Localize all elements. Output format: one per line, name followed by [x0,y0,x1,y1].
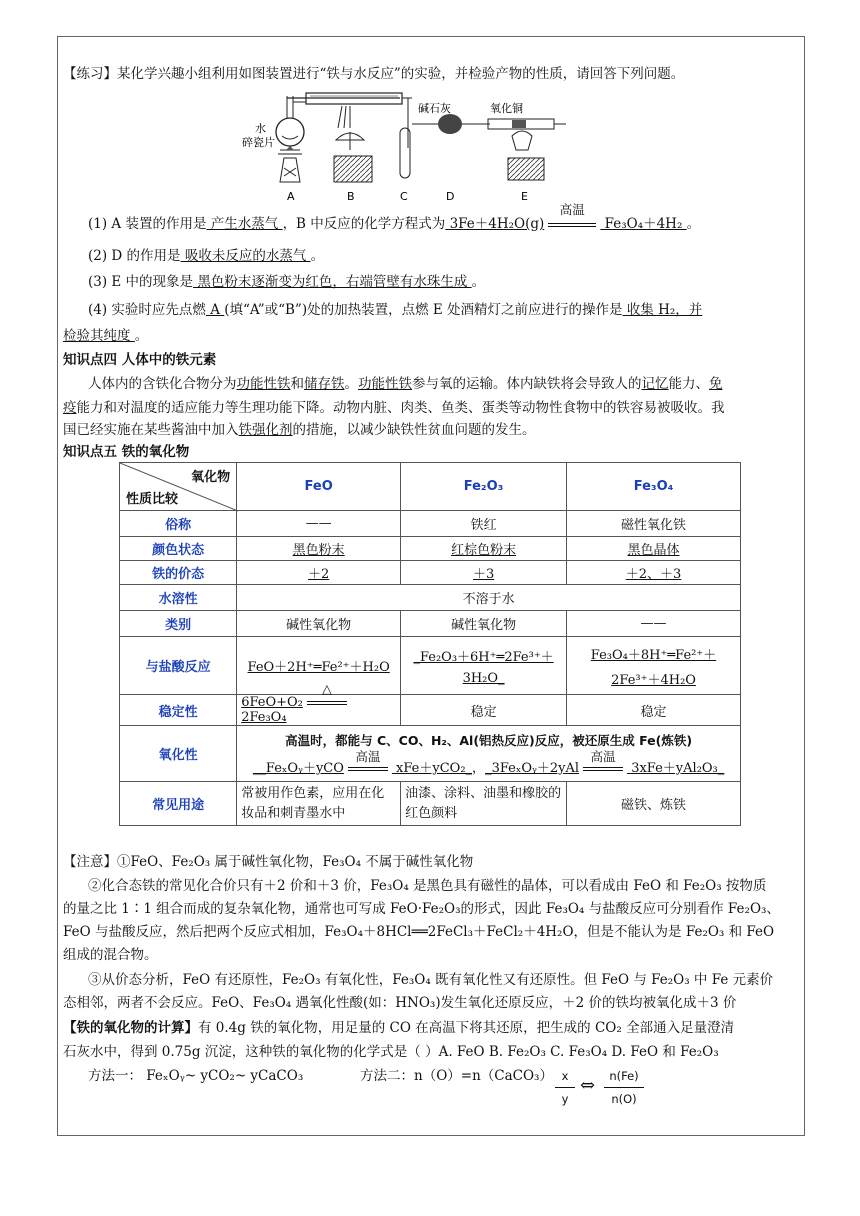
note-3-line-2: 态相邻，两者不会反应。FeO、Fe₃O₄ 遇氧化性酸(如：HNO₃)发生氧化还原反应，＋2 价的铁均被氧化成＋3 价 [63,995,737,1011]
calc-method-2: 方法二：n（O）=n（CaCO₃） [360,1068,553,1084]
note-2-line-2: 的量之比 1∶1 组合而成的复杂氧化物，通常也可写成 FeO·Fe₂O₃的形式，因此 Fe₃O₄ 与盐酸反应可分别看作 Fe₂O₃、 [63,901,780,917]
table-row: 稳定性 6FeO+O₂ △ 2Fe₃O₄ 稳定 稳定 [120,695,741,726]
condition-high-temp: 高温 [546,214,598,234]
practice-intro: 【练习】某化学兴趣小组利用如图装置进行“铁与水反应”的实验，并检验产物的性质，请回答下列问题。 [63,66,685,82]
kp4-line-1: 人体内的含铁化合物分为功能性铁和储存铁。功能性铁参与氧的运输。体内缺铁将会导致人的记忆能力、免 [88,376,723,392]
table-row: 颜色状态 黑色粉末 红棕色粉末 黑色晶体 [120,537,741,561]
question-4-cont: 检验其纯度 。 [63,328,149,344]
q1-answer-1: 产生水蒸气 [206,216,283,232]
label-copper-oxide: 氧化铜 [490,102,523,115]
kp5-title: 知识点五 铁的氧化物 [63,444,190,460]
table-row: 氧化性 高温时，都能与 C、CO、H₂、Al(铝热反应)反应，被还原生成 Fe(炼铁) __FeₓOᵧ＋yCO 高温 xFe＋yCO₂_，_3FeₓOᵧ＋2yAl 高温 3xFe＋yAl₂O₃_ [120,726,741,782]
fraction-nfe-no: n(Fe) n(O) [604,1068,644,1107]
kp4-title: 知识点四 人体中的铁元素 [63,352,217,368]
q2-answer: 吸收未反应的水蒸气 [180,248,311,264]
fraction-x-y: x y [555,1068,575,1107]
table-row: 水溶性 不溶于水 [120,585,741,611]
label-c: C [400,190,408,203]
label-soda-lime: 碱石灰 [418,102,451,115]
question-2: (2) D 的作用是 吸收未反应的水蒸气 。 [88,248,325,264]
corner-cell: 氧化物 性质比较 [120,463,237,511]
question-1: (1) A 装置的作用是 产生水蒸气 ，B 中反应的化学方程式为 3Fe＋4H₂O(g) 高温 Fe₃O₄＋4H₂ 。 [88,202,701,232]
table-row: 类别 碱性氧化物 碱性氧化物 —— [120,611,741,637]
label-a: A [287,190,295,203]
calc-method-1: 方法一： FeₓOᵧ~ yCO₂~ yCaCO₃ [88,1068,304,1084]
col-fe3o4: Fe₃O₄ [567,463,741,511]
q3-answer: 黑色粉末逐渐变为红色，右端管壁有水珠生成 [193,274,472,290]
label-b: B [347,190,355,203]
note-1: 【注意】①FeO、Fe₂O₃ 属于碱性氧化物，Fe₃O₄ 不属于碱性氧化物 [63,854,474,870]
kp4-line-2: 疫能力和对温度的适应能力等生理功能下降。动物内脏、肉类、鱼类、蛋类等动物性食物中的铁容易被吸收。我 [63,400,725,416]
note-2-line-1: ②化合态铁的常见化合价只有＋2 价和＋3 价，Fe₃O₄ 是黑色具有磁性的晶体，可以看成由 FeO 和 Fe₂O₃ 按物质 [88,878,767,894]
iron-oxides-table [119,462,741,826]
calc-line-1: 【铁的氧化物的计算】有 0.4g 铁的氧化物，用足量的 CO 在高温下将其还原，把生成的 CO₂ 全部通入足量澄清 [63,1020,735,1036]
table-row: 俗称 —— 铁红 磁性氧化铁 [120,511,741,537]
question-3: (3) E 中的现象是 黑色粉末逐渐变为红色，右端管壁有水珠生成 。 [88,274,486,290]
table-row: 与盐酸反应 FeO＋2H⁺═Fe²⁺＋H₂O _Fe₂O₃＋6H⁺═2Fe³⁺＋ 3H₂O_ Fe₃O₄＋8H⁺═Fe²⁺＋ 2Fe³⁺＋4H₂O [120,637,741,695]
table-header-row [120,463,741,511]
col-fe2o3: Fe₂O₃ [401,463,567,511]
q4-answer-2: 收集 H₂，并 [622,302,703,318]
equivalence-arrow: ⇔ [580,1075,596,1096]
calc-line-2: 石灰水中，得到 0.75g 沉淀，这种铁的氧化物的化学式是（ ）A. FeO B. Fe₂O₃ C. Fe₃O₄ D. FeO 和 Fe₂O₃ [63,1044,719,1060]
label-e: E [521,190,528,203]
label-water: 水 [255,122,266,135]
label-d: D [446,190,455,203]
col-feo: FeO [237,463,401,511]
kp4-line-3: 国已经实施在某些酱油中加入铁强化剂的措施，以减少缺铁性贫血问题的发生。 [63,422,536,438]
apparatus-diagram [242,88,570,206]
note-2-line-3: FeO 与盐酸反应，然后把两个反应式相加，Fe₃O₄＋8HCl══2FeCl₃＋FeCl₂＋4H₂O，但是不能认为是 Fe₂O₃ 和 FeO [63,924,775,940]
label-chips: 碎瓷片 [242,136,275,149]
table-row: 常见用途 常被用作色素，应用在化妆品和刺青墨水中 油漆、涂料、油墨和橡胶的红色颜料 磁铁、炼铁 [120,782,741,826]
question-4: (4) 实验时应先点燃 A (填“A”或“B”)处的加热装置，点燃 E 处酒精灯之前应进行的操作是 收集 H₂，并 [88,302,703,318]
note-2-line-4: 组成的混合物。 [63,947,158,963]
note-3-line-1: ③从价态分析，FeO 有还原性，Fe₂O₃ 有氧化性，Fe₃O₄ 既有氧化性又有还原性。但 FeO 与 Fe₂O₃ 中 Fe 元素价 [88,972,774,988]
q4-answer-1: A [205,302,225,318]
table-row: 铁的价态 ＋2 ＋3 ＋2、＋3 [120,561,741,585]
